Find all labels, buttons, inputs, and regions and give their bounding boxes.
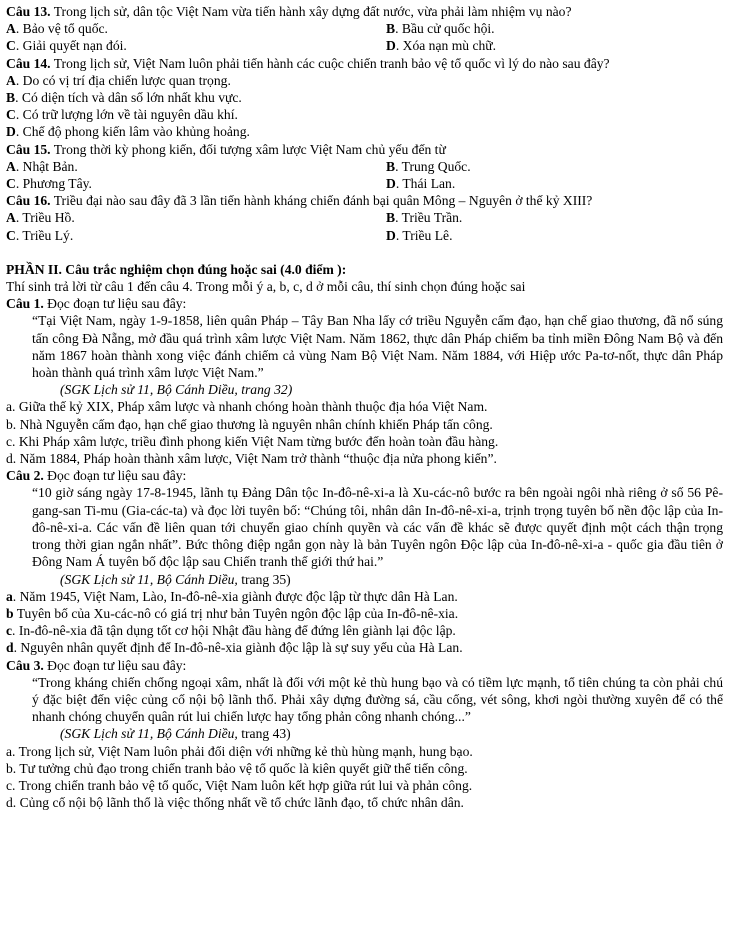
question-number: Câu 16. bbox=[6, 193, 51, 209]
question-text: Triều đại nào sau đây đã 3 lần tiến hành kháng chiến đánh bại quân Mông – Nguyên ở thế kỷ XIII? bbox=[50, 193, 593, 209]
options-row bbox=[6, 20, 723, 37]
option-key: A bbox=[6, 210, 16, 226]
statement-b[interactable] bbox=[6, 605, 723, 622]
statement-key: d bbox=[6, 640, 14, 656]
option-text: . Triều Lê. bbox=[395, 227, 453, 243]
option-key: C bbox=[6, 38, 16, 54]
option-text: . Giải quyết nạn đói. bbox=[15, 38, 127, 54]
statement-b[interactable] bbox=[6, 760, 723, 777]
option-a[interactable] bbox=[6, 72, 723, 89]
statement-key: c bbox=[6, 623, 13, 639]
statement-text: . Năm 1945, Việt Nam, Lào, In-đô-nê-xia giành được độc lập từ thực dân Hà Lan. bbox=[12, 588, 458, 604]
option-d[interactable] bbox=[386, 175, 455, 192]
citation-book: (SGK Lịch sử 11, Bộ Cánh Diều, bbox=[60, 382, 238, 398]
question-number: Câu 13. bbox=[6, 4, 51, 19]
option-key: B bbox=[386, 21, 396, 37]
option-text: . Chế độ phong kiến lâm vào khủng hoảng. bbox=[15, 124, 250, 140]
option-a[interactable] bbox=[6, 209, 386, 226]
option-b[interactable] bbox=[6, 89, 723, 106]
options-row bbox=[6, 227, 723, 244]
option-key: A bbox=[6, 158, 16, 174]
question-number: Câu 1. bbox=[6, 296, 44, 312]
source-passage: “10 giờ sáng ngày 17-8-1945, lãnh tụ Đảng Dân tộc In-đô-nê-xi-a là Xu-các-nô bước ra bên ngoài ngôi nhà riêng ở số 56 Pê-gang-san Ti-mu (Gia-các-ta) và đọc lời tuyên bố: “Chúng tôi, nhân dân In-đô-nê-xi-a, trịnh trọng tuyên bố nền độc lập của In-đô-nê-xi-a. Các vấn đề liên quan tới chuyển giao chính quyền và các vấn đề khác sẽ được quyết định một cách thận trọng trong thời gian ngắn nhất”. Bức thông điệp ngắn gọn này là bản Tuyên ngôn Độc lập của In-đô-nê-xi-a - quốc gia đầu tiên ở Đông Nam Á tuyên bố độc lập sau Chiến tranh thế giới thứ hai.” bbox=[32, 485, 723, 570]
option-key: B bbox=[386, 210, 396, 226]
statement-text: . Nguyên nhân quyết định để In-đô-nê-xia giành độc lập là sự suy yếu của Hà Lan. bbox=[13, 640, 463, 656]
option-b[interactable] bbox=[386, 158, 471, 175]
option-a[interactable] bbox=[6, 158, 386, 175]
statement-key: d bbox=[6, 451, 13, 467]
citation-book: (SGK Lịch sử 11, Bộ Cánh Diều, bbox=[60, 726, 238, 742]
option-text: . Trung Quốc. bbox=[395, 158, 471, 174]
option-text: . Triều Hồ. bbox=[15, 210, 75, 226]
option-key: D bbox=[386, 38, 396, 54]
statement-text: . Nhà Nguyễn cấm đạo, hạn chế giao thương là nguyên nhân chính khiến Pháp tấn công. bbox=[12, 416, 493, 432]
question-number: Câu 3. bbox=[6, 657, 44, 673]
passage-citation bbox=[6, 571, 723, 588]
option-text: . Triều Trần. bbox=[395, 210, 463, 226]
statement-c[interactable] bbox=[6, 622, 723, 639]
option-text: . Bảo vệ tổ quốc. bbox=[15, 21, 108, 37]
statement-key: b bbox=[6, 760, 13, 776]
option-text: . Thái Lan. bbox=[395, 176, 456, 192]
question-16 bbox=[6, 192, 723, 244]
statement-text: . Trong lịch sử, Việt Nam luôn phải đối diện với những kẻ thù hùng mạnh, hung bạo. bbox=[12, 743, 473, 759]
option-text: . Phương Tây. bbox=[15, 176, 92, 192]
statement-d[interactable] bbox=[6, 794, 723, 811]
statement-c[interactable] bbox=[6, 433, 723, 450]
option-key: C bbox=[6, 176, 16, 192]
question-number: Câu 2. bbox=[6, 468, 44, 484]
citation-page: trang 32) bbox=[237, 382, 293, 398]
option-key: A bbox=[6, 72, 16, 88]
statement-text: . Giữa thế kỷ XIX, Pháp xâm lược và nhanh chóng hoàn thành thuộc địa hóa Việt Nam. bbox=[12, 399, 488, 415]
statement-key: b bbox=[6, 605, 14, 621]
statement-a[interactable] bbox=[6, 398, 723, 415]
statement-d[interactable] bbox=[6, 639, 723, 656]
question-stem bbox=[6, 657, 723, 674]
question-text: Trong lịch sử, Việt Nam luôn phải tiến hành các cuộc chiến tranh bảo vệ tổ quốc vì lý do nào sau đây? bbox=[50, 55, 610, 71]
question-14 bbox=[6, 55, 723, 141]
question-15 bbox=[6, 141, 723, 193]
question-text: Trong thời kỳ phong kiến, đối tượng xâm lược Việt Nam chủ yếu đến từ bbox=[50, 141, 446, 157]
option-text: . Có trữ lượng lớn về tài nguyên dầu khí. bbox=[15, 107, 238, 123]
statement-key: c bbox=[6, 433, 13, 449]
statement-c[interactable] bbox=[6, 777, 723, 794]
citation-page: trang 43) bbox=[237, 726, 291, 742]
citation-book: (SGK Lịch sử 11, Bộ Cánh Diều, bbox=[60, 571, 238, 587]
option-text: . Xóa nạn mù chữ. bbox=[395, 38, 497, 54]
option-key: C bbox=[6, 107, 16, 123]
statement-text: . Khi Pháp xâm lược, triều đình phong kiến Việt Nam từng bước đến hoàn toàn đầu hàng. bbox=[12, 433, 499, 449]
option-d[interactable] bbox=[6, 123, 723, 140]
statement-d[interactable] bbox=[6, 450, 723, 467]
option-key: B bbox=[6, 90, 16, 106]
option-c[interactable] bbox=[6, 227, 386, 244]
option-text: . Có diện tích và dân số lớn nhất khu vực. bbox=[15, 90, 242, 106]
option-key: A bbox=[6, 21, 16, 37]
option-d[interactable] bbox=[386, 227, 452, 244]
question-13 bbox=[6, 3, 723, 55]
option-c[interactable] bbox=[6, 37, 386, 54]
passage-citation bbox=[6, 381, 723, 398]
option-key: D bbox=[386, 176, 396, 192]
option-text: . Nhật Bản. bbox=[15, 158, 78, 174]
question-text: Đọc đoạn tư liệu sau đây: bbox=[43, 468, 187, 484]
option-key: B bbox=[386, 158, 396, 174]
question-number: Câu 14. bbox=[6, 55, 51, 71]
statement-text: . Tư tưởng chủ đạo trong chiến tranh bảo vệ tổ quốc là kiên quyết giữ thế tiến công. bbox=[12, 760, 468, 776]
question-stem bbox=[6, 3, 723, 20]
option-key: C bbox=[6, 227, 16, 243]
options-row bbox=[6, 209, 723, 226]
statement-key: d bbox=[6, 795, 13, 811]
statement-b[interactable] bbox=[6, 416, 723, 433]
option-key: D bbox=[6, 124, 16, 140]
statement-a[interactable] bbox=[6, 588, 723, 605]
question-stem bbox=[6, 55, 723, 72]
option-b[interactable] bbox=[386, 20, 495, 37]
option-c[interactable] bbox=[6, 106, 723, 123]
options-row bbox=[6, 158, 723, 175]
option-text: . Bầu cử quốc hội. bbox=[395, 21, 495, 37]
option-text: . Triều Lý. bbox=[15, 227, 74, 243]
statement-text: . Trong chiến tranh bảo vệ tổ quốc, Việt Nam luôn kết hợp giữa rút lui và phản công. bbox=[12, 777, 473, 793]
source-passage: “Trong kháng chiến chống ngoại xâm, nhất là đối với một kẻ thù hung bạo và có tiềm lực mạnh, tổ tiên chúng ta còn phải chú ý đặc biệt đến việc củng cố nội bộ lãnh thổ. Phải xây dựng đường sá, cầu cống, vét sông, khơi ngòi thường xuyên để có thể nhanh chóng chuyển quân rút lui chiến lược hay tổng phản công nhanh chóng...” bbox=[32, 674, 723, 725]
option-a[interactable] bbox=[6, 20, 386, 37]
tf-question-2 bbox=[6, 467, 723, 656]
section-gap bbox=[6, 244, 723, 261]
statement-a[interactable] bbox=[6, 743, 723, 760]
option-text: . Do có vị trí địa chiến lược quan trọng. bbox=[15, 72, 231, 88]
question-text: Trong lịch sử, dân tộc Việt Nam vừa tiến hành xây dựng đất nước, vừa phải làm nhiệm vụ nào? bbox=[50, 4, 572, 19]
statement-text: Tuyên bố của Xu-các-nô có giá trị như bản Tuyên ngôn độc lập của In-đô-nê-xia. bbox=[13, 605, 459, 621]
statement-key: a bbox=[6, 743, 13, 759]
statement-key: a bbox=[6, 588, 13, 604]
tf-question-3 bbox=[6, 657, 723, 812]
question-stem bbox=[6, 295, 723, 312]
question-text: Đọc đoạn tư liệu sau đây: bbox=[43, 296, 187, 312]
passage-citation bbox=[6, 725, 723, 742]
part2-instruction: Thí sinh trả lời từ câu 1 đến câu 4. Trong mỗi ý a, b, c, d ở mỗi câu, thí sinh chọn đúng hoặc sai bbox=[6, 279, 526, 295]
statement-text: . In-đô-nê-xia đã tận dụng tốt cơ hội Nhật đầu hàng để đứng lên giành lại độc lập. bbox=[12, 623, 456, 639]
question-number: Câu 15. bbox=[6, 141, 51, 157]
part2-heading: PHẦN II. Câu trắc nghiệm chọn đúng hoặc sai (4.0 điểm ): bbox=[6, 261, 347, 277]
source-passage: “Tại Việt Nam, ngày 1-9-1858, liên quân Pháp – Tây Ban Nha lấy cớ triều Nguyễn cấm đạo, hạn chế giao thương, đã nổ súng tấn công Đà Nẵng, mở đầu quá trình xâm lược Việt Nam. Năm 1862, thực dân Pháp chiếm ba tỉnh miền Đông Nam Bộ và đến năm 1867 hoàn thành xong việc đánh chiếm cả vùng Nam Bộ Việt Nam. Năm 1884, với Hiệp ước Pa-tơ-nốt, thực dân Pháp hoàn thành quá trình xâm lược Việt Nam.” bbox=[32, 313, 723, 381]
options-row bbox=[6, 175, 723, 192]
citation-page: trang 35) bbox=[237, 571, 291, 587]
question-text: Đọc đoạn tư liệu sau đây: bbox=[43, 657, 187, 673]
option-c[interactable] bbox=[6, 175, 386, 192]
tf-question-1 bbox=[6, 295, 723, 467]
statement-key: b bbox=[6, 416, 13, 432]
question-stem bbox=[6, 467, 723, 484]
question-stem bbox=[6, 141, 723, 158]
option-key: D bbox=[386, 227, 396, 243]
option-b[interactable] bbox=[386, 209, 462, 226]
statement-text: . Củng cố nội bộ lãnh thổ là việc thống nhất về tổ chức lãnh đạo, tổ chức nhân dân. bbox=[12, 795, 464, 811]
statement-key: a bbox=[6, 399, 13, 415]
question-stem bbox=[6, 192, 723, 209]
options-row bbox=[6, 37, 723, 54]
statement-text: . Năm 1884, Pháp hoàn thành xâm lược, Việt Nam trở thành “thuộc địa nửa phong kiến”. bbox=[12, 451, 497, 467]
statement-key: c bbox=[6, 777, 13, 793]
option-d[interactable] bbox=[386, 37, 496, 54]
